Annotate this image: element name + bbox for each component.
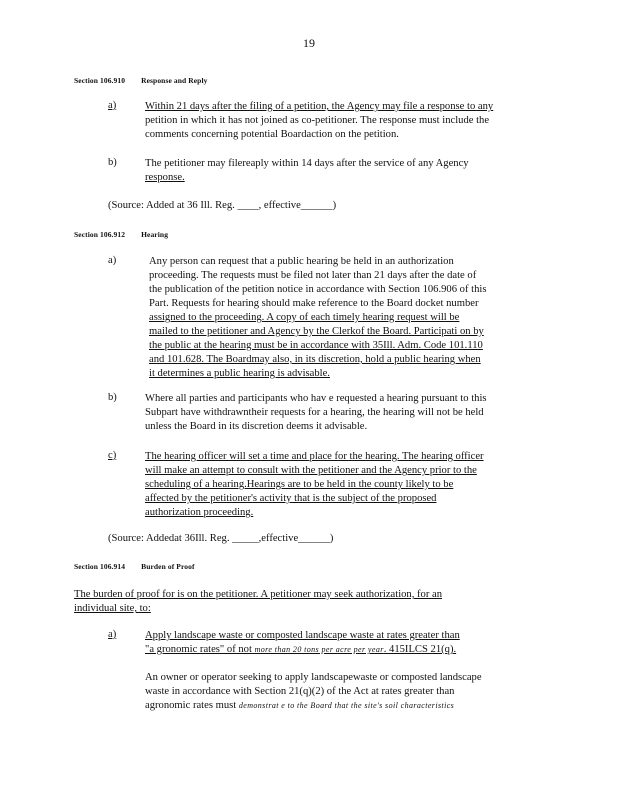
text-line: individual site, to:: [74, 603, 151, 614]
italic-run: more than 20 tons per acre per year: [254, 645, 384, 654]
section-106-914-heading: [74, 562, 235, 571]
s912-item-a-text: [149, 255, 531, 381]
page-number: 19: [303, 36, 315, 50]
s914-paragraph-text: [145, 671, 517, 713]
section-106-910-heading: [74, 76, 224, 85]
text-line: Part. Requests for hearing should make reference to the Board docket number: [149, 298, 479, 309]
s912-source-note: (Source: Addedat 36Ill. Reg. _____,effective______): [108, 533, 334, 544]
text-line: it determines a public hearing is advisable.: [149, 368, 330, 379]
text-line: assigned to the proceeding. A copy of each timely hearing request will be: [149, 312, 460, 323]
section-title: Hearing: [141, 230, 169, 239]
text-line: [145, 699, 517, 713]
item-a-marker: a): [108, 629, 117, 640]
text-line: and 101.628. The Boardmay also, in its discretion, hold a public hearing when: [149, 354, 481, 365]
text-line: the public at the hearing must be in accordance with 35Ill. Adm. Code 101.110: [149, 340, 483, 351]
item-a-marker: a): [108, 255, 117, 266]
text-line: the publication of the petition notice in accordance with Section 106.906 of this: [149, 284, 487, 295]
item-b-marker: b): [108, 157, 117, 168]
s912-item-c-text: [145, 450, 535, 520]
s914-intro-text: [74, 588, 498, 616]
text-line: response.: [145, 172, 185, 183]
text-line: An owner or operator seeking to apply landscapewaste or composted landscape: [145, 672, 482, 683]
text-line: Any person can request that a public hearing be held in an authorization: [149, 256, 454, 267]
text-line: The hearing officer will set a time and place for the hearing. The hearing officer: [145, 451, 484, 462]
text-line: affected by the petitioner's activity that is the subject of the proposed: [145, 493, 437, 504]
text-line: will make an attempt to consult with the petitioner and the Agency prior to the: [145, 465, 477, 476]
section-number: Section 106.914: [74, 562, 126, 571]
text-line: Where all parties and participants who hav e requested a hearing pursuant to this: [145, 393, 487, 404]
text-run: agronomic rates must: [145, 700, 237, 711]
item-a-marker: a): [108, 100, 117, 111]
section-title: Response and Reply: [141, 76, 208, 85]
text-line: petition in which it has not joined as co-petitioner. The response must include the: [145, 115, 490, 126]
text-line: Within 21 days after the filing of a petition, the Agency may file a response to any: [145, 101, 494, 112]
text-line: The petitioner may filereaply within 14 days after the service of any Agency: [145, 158, 469, 169]
text-line: The burden of proof for is on the petitioner. A petitioner may seek authorization, for an: [74, 589, 443, 600]
text-line: Apply landscape waste or composted landscape waste at rates greater than: [145, 630, 460, 641]
text-line: [145, 643, 535, 657]
item-c-marker: c): [108, 450, 117, 461]
text-line: comments concerning potential Boardaction on the petition.: [145, 129, 399, 140]
s910-item-b-text: [145, 157, 540, 185]
text-run: "a gronomic rates" of not: [145, 644, 252, 655]
section-106-912-heading: [74, 230, 208, 239]
text-line: Subpart have withdrawntheir requests for a hearing, the hearing will not be held: [145, 407, 484, 418]
text-run: . 415ILCS 21(q).: [383, 644, 457, 655]
s910-item-a-text: [145, 100, 540, 142]
text-line: scheduling of a hearing.Hearings are to be held in the county likely to be: [145, 479, 454, 490]
section-number: Section 106.910: [74, 76, 126, 85]
text-line: proceeding. The requests must be filed not later than 21 days after the date of: [149, 270, 477, 281]
item-b-marker: b): [108, 392, 117, 403]
text-line: unless the Board in its discretion deems it advisable.: [145, 421, 368, 432]
section-number: Section 106.912: [74, 230, 126, 239]
s910-source-note: (Source: Added at 36 Ill. Reg. ____, effective______): [108, 200, 337, 211]
text-line: waste in accordance with Section 21(q)(2) of the Act at rates greater than: [145, 686, 455, 697]
s914-item-a-text: [145, 629, 535, 657]
text-line: authorization proceeding.: [145, 507, 254, 518]
section-title: Burden of Proof: [141, 562, 195, 571]
italic-run: demonstrat e to the Board that the site's soil characteristics: [238, 701, 455, 710]
s912-item-b-text: [145, 392, 530, 434]
text-line: mailed to the petitioner and Agency by the Clerkof the Board. Participati on by: [149, 326, 484, 337]
